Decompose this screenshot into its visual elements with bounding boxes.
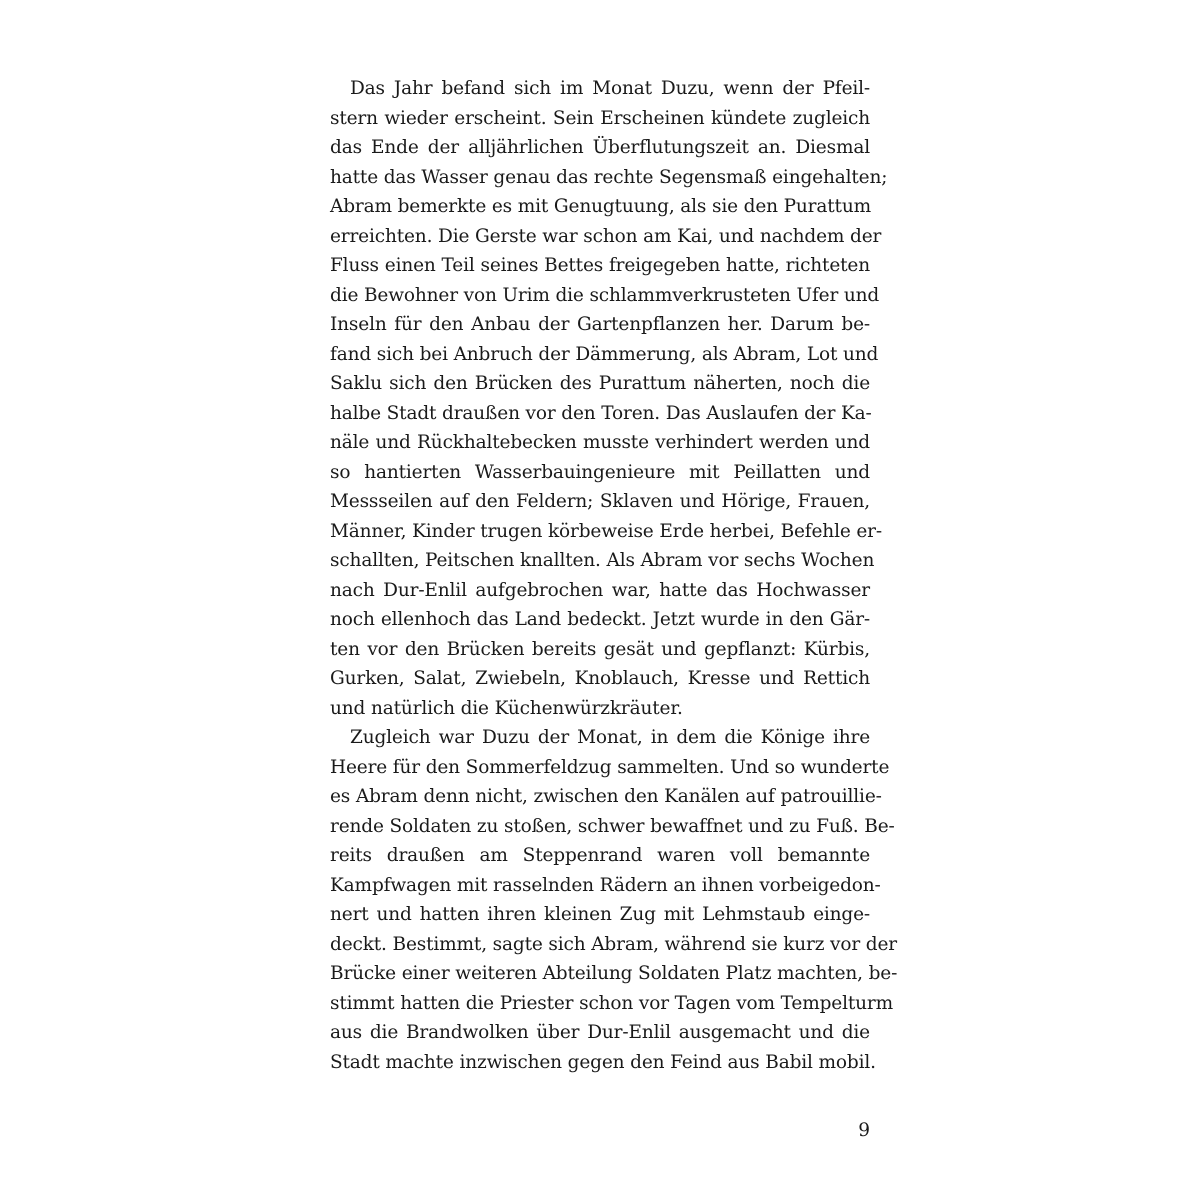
text-line: so hantierten Wasserbauingenieure mit Peillatten und (330, 461, 870, 483)
text-line: erreichten. Die Gerste war schon am Kai, und nachdem der (330, 225, 882, 247)
text-line: schallten, Peitschen knallten. Als Abram vor sechs Wochen (330, 550, 875, 571)
text-line: Abram bemerkte es mit Genugtuung, als sie den Purattum (330, 196, 871, 217)
text-line: Fluss einen Teil seines Bettes freigegeben hatte, richteten (330, 255, 870, 276)
paragraph-1 (330, 74, 888, 723)
text-line: näle und Rückhaltebecken musste verhindert werden und (330, 432, 870, 453)
text-line: Kampfwagen mit rasselnden Rädern an ihnen vorbeigedon- (330, 874, 881, 896)
text-line: Zugleich war Duzu der Monat, in dem die Könige ihre (350, 727, 870, 748)
text-line: Messseilen auf den Feldern; Sklaven und Hörige, Frauen, (330, 491, 870, 512)
text-line: Stadt machte inzwischen gegen den Feind aus Babil mobil. (330, 1051, 876, 1073)
text-line: das Ende der alljährlichen Überflutungszeit an. Diesmal (330, 137, 870, 158)
paragraph-2 (330, 723, 898, 1077)
page-number: 9 (858, 1120, 870, 1141)
text-line: deckt. Bestimmt, sagte sich Abram, während sie kurz vor der (330, 933, 897, 955)
text-line: Gurken, Salat, Zwiebeln, Knoblauch, Kresse und Rettich (330, 668, 870, 689)
text-line: nert und hatten ihren kleinen Zug mit Lehmstaub einge- (330, 904, 870, 925)
text-line: fand sich bei Anbruch der Dämmerung, als Abram, Lot und (330, 343, 879, 365)
text-line: stimmt hatten die Priester schon vor Tagen vom Tempelturm (330, 992, 893, 1014)
text-line: Heere für den Sommerfeldzug sammelten. Und so wunderte (330, 756, 890, 778)
text-line: und natürlich die Küchenwürzkräuter. (330, 697, 683, 719)
text-line: Saklu sich den Brücken des Purattum näherten, noch die (330, 373, 870, 394)
text-line: Das Jahr befand sich im Monat Duzu, wenn der Pfeil- (350, 78, 870, 99)
text-line: noch ellenhoch das Land bedeckt. Jetzt wurde in den Gär- (330, 609, 870, 630)
text-line: es Abram denn nicht, zwischen den Kanälen auf patrouillie- (330, 786, 882, 807)
text-line: Männer, Kinder trugen körbeweise Erde herbei, Befehle er- (330, 520, 882, 542)
text-line: rende Soldaten zu stoßen, schwer bewaffnet und zu Fuß. Be- (330, 815, 895, 837)
text-line: halbe Stadt draußen vor den Toren. Das Auslaufen der Ka- (330, 402, 872, 424)
text-line: nach Dur-Enlil aufgebrochen war, hatte das Hochwasser (330, 579, 870, 601)
text-line: reits draußen am Steppenrand waren voll bemannte (330, 845, 870, 866)
text-line: Inseln für den Anbau der Gartenpflanzen her. Darum be- (330, 314, 870, 335)
text-line: Brücke einer weiteren Abteilung Soldaten Platz machten, be- (330, 963, 898, 984)
text-line: ten vor den Brücken bereits gesät und gepflanzt: Kürbis, (330, 638, 870, 660)
text-line: stern wieder erscheint. Sein Erscheinen kündete zugleich (330, 107, 870, 129)
text-line: die Bewohner von Urim die schlammverkrusteten Ufer und (330, 284, 880, 306)
text-line: hatte das Wasser genau das rechte Segensmaß eingehalten; (330, 166, 888, 188)
text-line: aus die Brandwolken über Dur-Enlil ausgemacht und die (330, 1022, 870, 1043)
book-page-text (330, 74, 898, 1077)
